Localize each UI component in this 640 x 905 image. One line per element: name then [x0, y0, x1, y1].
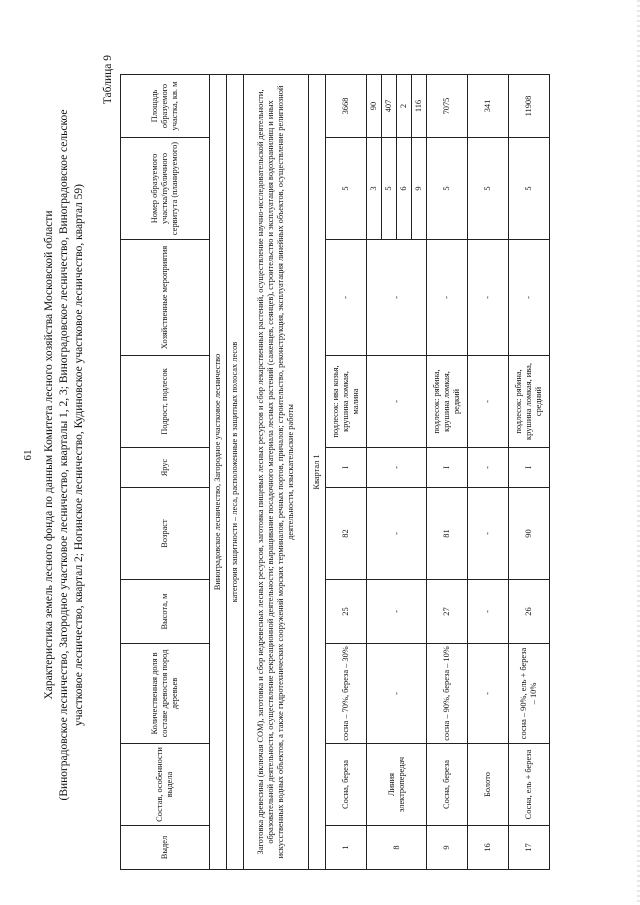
vydel-cell: 8: [367, 826, 427, 870]
table-row: [326, 75, 367, 870]
vydel-cell: 17: [509, 826, 550, 870]
vydel-cell: 1: [326, 826, 367, 870]
share-cell: сосна – 90%, береза – 10%: [427, 644, 468, 744]
age-cell: 90: [509, 488, 550, 580]
table-row: [367, 75, 382, 870]
forest-characteristics-table: [120, 74, 550, 870]
undergrowth-cell: -: [468, 356, 509, 448]
tier-cell: I: [509, 448, 550, 488]
plot-number-cell: 5: [509, 138, 550, 240]
quarter-label: Квартал 1: [309, 75, 326, 870]
header-height: Высота, м: [121, 580, 210, 644]
header-row: [121, 75, 210, 870]
plot-number-cell: 5: [427, 138, 468, 240]
plot-number-cell: 6: [397, 138, 412, 240]
composition-cell: Линия электропередач: [367, 744, 427, 826]
undergrowth-cell: -: [367, 356, 427, 448]
area-cell: 11908: [509, 75, 550, 138]
measures-cell: -: [427, 240, 468, 356]
section-forestry: Виноградовское лесничество, Загородное участковое лесничество: [210, 75, 227, 870]
measures-cell: -: [468, 240, 509, 356]
section-category: категория защитности – леса, расположенные в защитных полосах лесов: [227, 75, 244, 870]
plot-number-cell: 5: [382, 138, 397, 240]
header-area: Площадь образуемого участка, кв. м: [121, 75, 210, 138]
header-age: Возраст: [121, 488, 210, 580]
header-undergrowth: Подрост, подлесок: [121, 356, 210, 448]
composition-cell: Сосна, береза: [326, 744, 367, 826]
age-cell: -: [468, 488, 509, 580]
permitted-use-text: Заготовка древесины (включая СОМ), заготовка и сбор недревесных лесных ресурсов, заготовка пищевых лесных ресурсов и сбор лекарственных растений, осуществление научно-исследовательской деятельности, образовательной деятельности, осуществление рекреационной деятельности; выращивание посадочного материала лесных растений (саженцев, сеянцев), строительство и эксплуатация водохранилищ и иных искусственных водных объектов, а также гидротехнических сооружений морских терминалов, речных портов, причалов; строительство, реконструкция, эксплуатация линейных объектов, осуществление религиозной деятельности, изыскательские работы: [244, 75, 309, 870]
document-title: [42, 25, 87, 885]
share-cell: сосна – 90%, ель + береза – 10%: [509, 644, 550, 744]
age-cell: 81: [427, 488, 468, 580]
height-cell: -: [468, 580, 509, 644]
area-cell: 90: [367, 75, 382, 138]
area-cell: 3668: [326, 75, 367, 138]
vydel-cell: 9: [427, 826, 468, 870]
plot-number-cell: 3: [367, 138, 382, 240]
composition-cell: Сосна, ель + береза: [509, 744, 550, 826]
measures-cell: -: [326, 240, 367, 356]
tier-cell: -: [367, 448, 427, 488]
measures-cell: -: [367, 240, 427, 356]
section-row: [309, 75, 326, 870]
undergrowth-cell: подлесок: рябина, крушина ломкая, редкий: [427, 356, 468, 448]
plot-number-cell: 5: [326, 138, 367, 240]
header-plot-number: Номер образуемого участка/публичного сервитута (планируемого): [121, 138, 210, 240]
header-vydel: Выдел: [121, 826, 210, 870]
title-line: участковое лесничество, квартал 2; Ногинское лесничество, Кудиновское участковое лесничество, квартал 59): [73, 184, 85, 726]
share-cell: -: [468, 644, 509, 744]
section-row: [244, 75, 309, 870]
header-measures: Хозяйственные мероприятия: [121, 240, 210, 356]
age-cell: -: [367, 488, 427, 580]
page-number: 61: [22, 449, 34, 461]
vydel-cell: 16: [468, 826, 509, 870]
area-cell: 407: [382, 75, 397, 138]
composition-cell: Сосна, береза: [427, 744, 468, 826]
area-cell: 7075: [427, 75, 468, 138]
table-label: Таблица 9: [102, 55, 114, 105]
area-cell: 341: [468, 75, 509, 138]
rotated-landscape-content: [20, 25, 620, 885]
area-cell: 116: [412, 75, 427, 138]
undergrowth-cell: подлесок: ива козья, крушина ломкая, малина: [326, 356, 367, 448]
tier-cell: -: [468, 448, 509, 488]
share-cell: сосна – 70%, береза – 30%: [326, 644, 367, 744]
undergrowth-cell: подлесок: рябина, крушина ломкая, ива, средний: [509, 356, 550, 448]
plot-number-cell: 5: [468, 138, 509, 240]
table-row: [468, 75, 509, 870]
section-row: [210, 75, 227, 870]
table-row: [427, 75, 468, 870]
height-cell: -: [367, 580, 427, 644]
tier-cell: I: [427, 448, 468, 488]
section-row: [227, 75, 244, 870]
age-cell: 82: [326, 488, 367, 580]
table-row: [509, 75, 550, 870]
measures-cell: -: [509, 240, 550, 356]
height-cell: 27: [427, 580, 468, 644]
header-share: Количественная доля в составе древостоя пород деревьев: [121, 644, 210, 744]
tier-cell: I: [326, 448, 367, 488]
height-cell: 26: [509, 580, 550, 644]
plot-number-cell: 9: [412, 138, 427, 240]
composition-cell: Болото: [468, 744, 509, 826]
title-line: Характеристика земель лесного фонда по данным Комитета лесного хозяйства Московской области: [43, 210, 55, 700]
header-composition: Состав, особенности выдела: [121, 744, 210, 826]
height-cell: 25: [326, 580, 367, 644]
share-cell: -: [367, 644, 427, 744]
title-line: (Виноградовское лесничество, Загородное участковое лесничество, кварталы 1, 2, 3; Виноградовское лесничество, Виноградовское сельское: [58, 109, 70, 801]
area-cell: 2: [397, 75, 412, 138]
header-tier: Ярус: [121, 448, 210, 488]
